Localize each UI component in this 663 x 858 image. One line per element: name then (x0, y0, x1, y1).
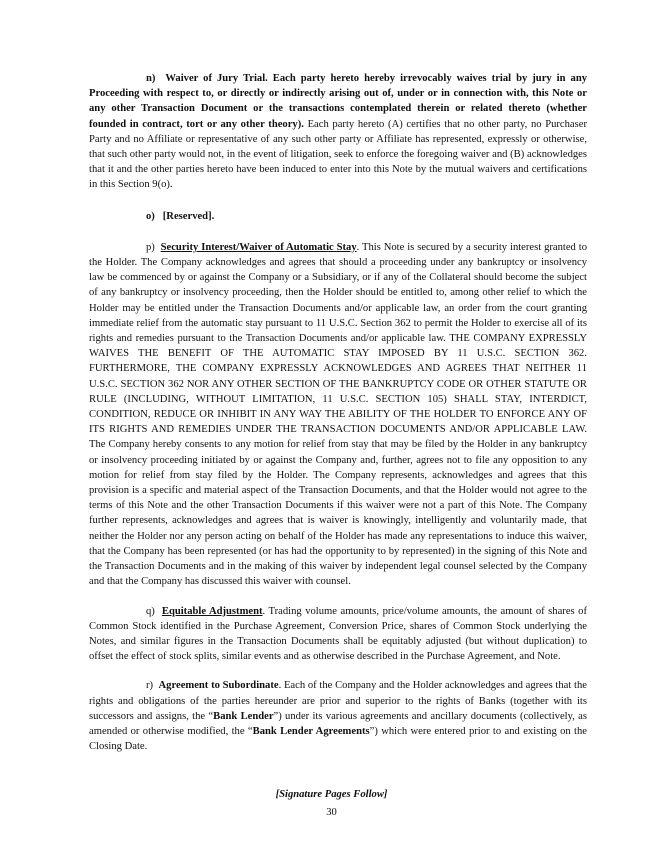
section-r-label: r) (146, 680, 154, 692)
section-o-label: o) (146, 210, 155, 222)
section-r-term-bank-lender: Bank Lender (213, 710, 274, 722)
section-n-bold-text: Each party hereto hereby irrevocably waives trial by jury in any Proceeding with respect to, or directly or indirectly arising out of, under or in connection with, this Note or any other Transaction Document or the transactions contemplated therein or related thereto (whether founded in contract, tort or any other theory). (89, 73, 588, 130)
section-q-paragraph (89, 604, 587, 665)
section-r-title: Agreement to Subordinate (158, 680, 279, 692)
signature-pages-follow: [Signature Pages Follow] (275, 789, 388, 800)
section-p-paragraph (89, 240, 587, 590)
section-p-label: p) (146, 241, 155, 253)
section-o-title: [Reserved]. (162, 210, 215, 222)
spacer (89, 224, 587, 240)
page-number: 30 (326, 807, 337, 818)
spacer (89, 590, 587, 604)
section-r-paragraph (89, 678, 587, 754)
section-r-body-1: . Each of the Company and the Holder acknowledges and agrees that the rights and obligations of the parties hereunder are prior and superior to the rights of Banks (together with its successors and assigns, the “ (89, 680, 587, 722)
section-q-label: q) (146, 605, 155, 617)
section-q-title: Equitable Adjustment (161, 605, 263, 617)
spacer (89, 664, 587, 678)
section-p-title: Security Interest/Waiver of Automatic Stay (160, 241, 357, 253)
document-body (89, 71, 587, 754)
section-r-body-3: ”) which were entered prior to and existing on the Closing Date. (89, 725, 588, 753)
spacer (89, 193, 587, 209)
section-r-term-bank-lender-agreements: Bank Lender Agreements (252, 725, 370, 737)
section-o-paragraph (89, 209, 587, 224)
section-n-paragraph (89, 71, 587, 193)
section-n-body: Each party hereto (A) certifies that no other party, no Purchaser Party and no Affiliate or representative of any such other party or Affiliate has represented, expressly or otherwise, that such other party would not, in the event of litigation, seek to enforce the foregoing waiver and (B) acknowledges that it and the other parties hereto have been induced to enter into this Note by the mutual waivers and certifications in this Section 9(o). (89, 118, 587, 191)
section-q-body: . Trading volume amounts, price/volume amounts, the amount of shares of Common Stock identified in the Purchase Agreement, Conversion Price, shares of Common Stock underlying the Notes, and similar figures in the Transaction Documents shall be equitably adjusted (but without duplication) to offset the effect of stock splits, similar events and as otherwise described in the Purchase Agreement, and Note. (89, 605, 587, 663)
section-r-body-2: ”) under its various agreements and ancillary documents (collectively, as amended or otherwise modified, the “ (89, 710, 587, 737)
section-n-label: n) (146, 73, 156, 84)
section-n-title: Waiver of Jury Trial. (165, 73, 268, 84)
section-p-body: . This Note is secured by a security interest granted to the Holder. The Company acknowledges and agrees that should a proceeding under any bankruptcy or insolvency law be commenced by or against the Company or a Subsidiary, or if any of the Collateral should become the subject of any bankruptcy or insolvency proceeding, then the Holder should be entitled to, among other relief to which the Holder may be entitled under the Transaction Documents and/or applicable law, an order from the court granting immediate relief from the automatic stay pursuant to 11 U.S.C. Section 362 to permit the Holder to exercise all of its rights and remedies pursuant to the Transaction Documents and/or applicable law. THE COMPANY EXPRESSLY WAIVES THE BENEFIT OF THE AUTOMATIC STAY IMPOSED BY 11 U.S.C. SECTION 362. FURTHERMORE, THE COMPANY EXPRESSLY ACKNOWLEDGES AND AGREES THAT NEITHER 11 U.S.C. SECTION 362 NOR ANY OTHER SECTION OF THE BANKRUPTCY CODE OR OTHER STATUTE OR RULE (INCLUDING, WITHOUT LIMITATION, 11 U.S.C. SECTION 105) SHALL STAY, INTERDICT, CONDITION, REDUCE OR INHIBIT IN ANY WAY THE ABILITY OF THE HOLDER TO ENFORCE ANY OF ITS RIGHTS AND REMEDIES UNDER THE TRANSACTION DOCUMENTS AND/OR APPLICABLE LAW. The Company hereby consents to any motion for relief from stay that may be filed by the Holder in any bankruptcy or insolvency proceeding initiated by or against the Company and, further, agrees not to file any opposition to any motion for relief from stay filed by the Holder. The Company represents, acknowledges and agrees that this provision is a specific and material aspect of the Transaction Documents, and that the Holder would not agree to the terms of this Note and the other Transaction Documents if this waiver were not a part of this Note. The Company further represents, acknowledges and agrees that is waiver is knowingly, intelligently and voluntarily made, that neither the Holder nor any person acting on behalf of the Holder has made any representations to induce this waiver, that the Company has been represented (or has had the opportunity to by represented) in the signing of this Note and the Transaction Documents and in the making of this waiver by independent legal counsel selected by the Company and that the Company has discussed this waiver with counsel. (89, 241, 587, 588)
